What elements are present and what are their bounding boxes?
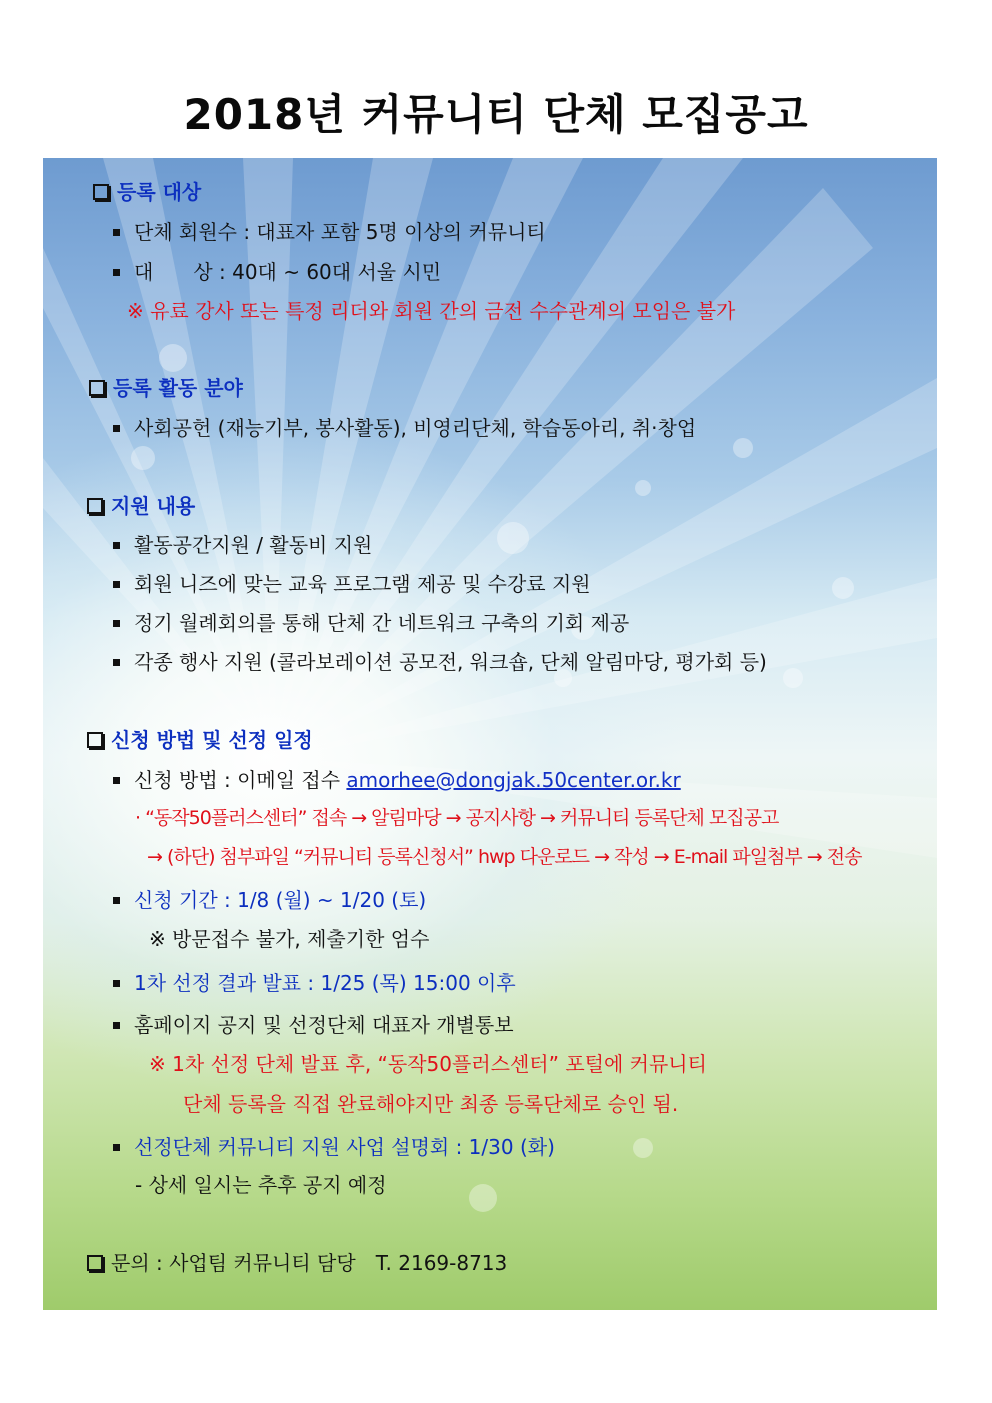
- bullet-icon: [113, 542, 120, 549]
- list-item-support: 활동공간지원 / 활동비 지원: [113, 531, 372, 559]
- notice-note-line1: ※ 1차 선정 단체 발표 후, “동작50플러스센터” 포털에 커뮤니티: [149, 1052, 707, 1076]
- list-item-support: 정기 월례회의를 통해 단체 간 네트워크 구축의 기회 제공: [113, 609, 629, 637]
- checkbox-icon: [87, 498, 103, 514]
- notice-panel: [43, 158, 937, 1310]
- list-item-members: 단체 회원수 : 대표자 포함 5명 이상의 커뮤니티: [113, 218, 546, 246]
- list-item-apply-method: 신청 방법 : 이메일 접수 amorhee@dongjak.50center.or.kr: [113, 766, 681, 794]
- bullet-icon: [113, 269, 120, 276]
- checkbox-icon: [87, 732, 103, 748]
- checkbox-icon: [89, 380, 105, 396]
- bullet-icon: [113, 1022, 120, 1029]
- bullet-icon: [113, 980, 120, 987]
- section-heading-fields: 등록 활동 분야: [89, 374, 243, 402]
- email-link[interactable]: amorhee@dongjak.50center.or.kr: [346, 768, 681, 792]
- bullet-icon: [113, 1144, 120, 1151]
- section-heading-apply: 신청 방법 및 선정 일정: [87, 726, 313, 754]
- bullet-icon: [113, 581, 120, 588]
- bullet-icon: [113, 229, 120, 236]
- apply-path-step2: → (하단) 첨부파일 “커뮤니티 등록신청서” hwp 다운로드 → 작성 → E-mail 파일첨부 → 전송: [147, 846, 862, 868]
- list-item-briefing: 선정단체 커뮤니티 지원 사업 설명회 : 1/30 (화): [113, 1133, 555, 1161]
- apply-period-note: ※ 방문접수 불가, 제출기한 엄수: [149, 927, 430, 951]
- section-heading-registration: 등록 대상: [93, 178, 201, 206]
- bullet-icon: [113, 777, 120, 784]
- list-item-result: 1차 선정 결과 발표 : 1/25 (목) 15:00 이후: [113, 969, 516, 997]
- contact-info: 문의 : 사업팀 커뮤니티 담당 T. 2169-8713: [87, 1249, 507, 1277]
- briefing-note: - 상세 일시는 추후 공지 예정: [135, 1173, 387, 1197]
- section-heading-support: 지원 내용: [87, 492, 195, 520]
- notice-note-line2: 단체 등록을 직접 완료해야지만 최종 등록단체로 승인 됨.: [183, 1092, 679, 1116]
- apply-path-step1: · “동작50플러스센터” 접속 → 알림마당 → 공지사항 → 커뮤니티 등록단체 모집공고: [135, 807, 779, 829]
- list-item-support: 각종 행사 지원 (콜라보레이션 공모전, 워크숍, 단체 알림마당, 평가회 등): [113, 648, 767, 676]
- list-item-fields: 사회공헌 (재능기부, 봉사활동), 비영리단체, 학습동아리, 취·창업: [113, 414, 696, 442]
- bullet-icon: [113, 897, 120, 904]
- checkbox-icon: [87, 1255, 103, 1271]
- bullet-icon: [113, 620, 120, 627]
- registration-note: ※ 유료 강사 또는 특정 리더와 회원 간의 금전 수수관계의 모임은 불가: [127, 299, 736, 323]
- bullet-icon: [113, 425, 120, 432]
- page-title: 2018년 커뮤니티 단체 모집공고: [183, 90, 809, 139]
- list-item-target: 대 상 : 40대 ~ 60대 서울 시민: [113, 258, 441, 286]
- list-item-notice: 홈페이지 공지 및 선정단체 대표자 개별통보: [113, 1011, 514, 1039]
- list-item-apply-period: 신청 기간 : 1/8 (월) ~ 1/20 (토): [113, 886, 426, 914]
- list-item-support: 회원 니즈에 맞는 교육 프로그램 제공 및 수강료 지원: [113, 570, 591, 598]
- checkbox-icon: [93, 184, 109, 200]
- bullet-icon: [113, 659, 120, 666]
